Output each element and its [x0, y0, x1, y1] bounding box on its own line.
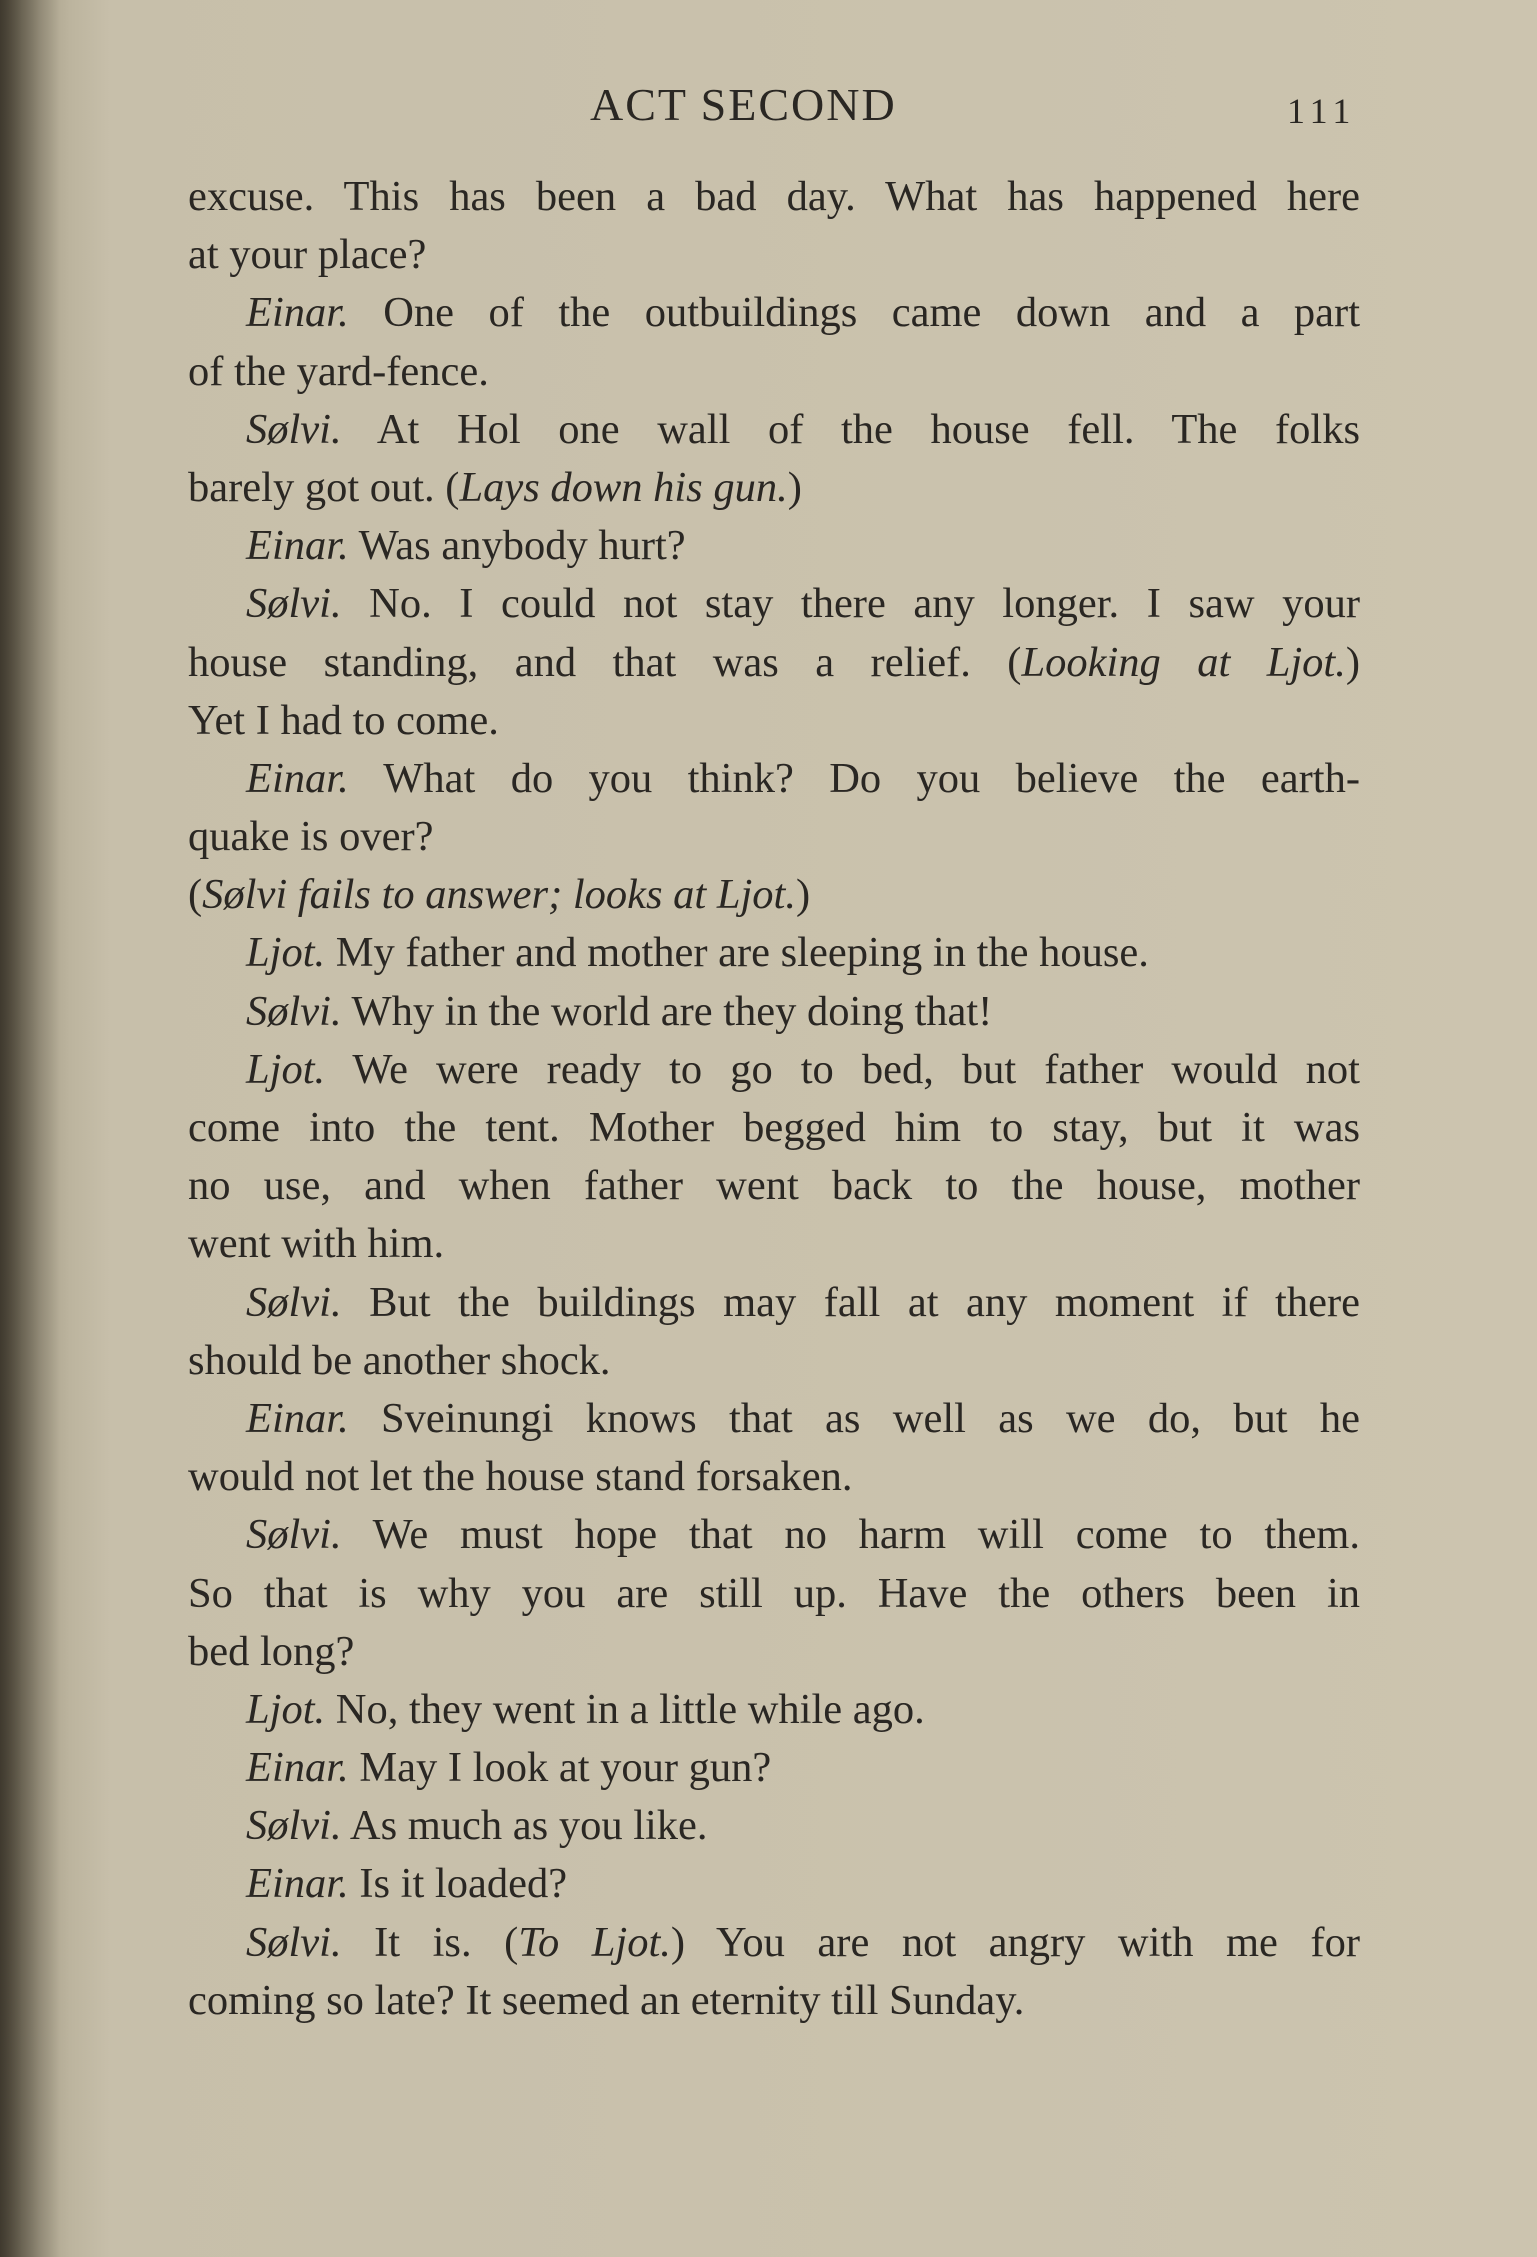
roman-text: no use, and when father went back to the house, mother: [188, 1162, 1360, 1210]
italic-text: Ljot.: [246, 929, 326, 977]
italic-text: Sølvi.: [246, 580, 342, 628]
roman-text: ) You are not angry with me for: [670, 1918, 1360, 1966]
roman-text: at your place?: [188, 231, 427, 279]
roman-text: We must hope that no harm will come to them.: [341, 1511, 1360, 1559]
roman-text: excuse. This has been a bad day. What has happened here: [188, 173, 1360, 220]
text-line: [188, 1797, 1360, 1855]
roman-text: My father and mother are sleeping in the house.: [325, 929, 1149, 977]
text-line: [188, 168, 1360, 226]
roman-text: So that is why you are still up. Have the others been in: [188, 1569, 1360, 1617]
roman-text: May I look at your gun?: [348, 1744, 772, 1792]
italic-text: Looking at Ljot.: [1021, 638, 1346, 686]
roman-text: Sveinungi knows that as well as we do, but he: [348, 1394, 1360, 1442]
roman-text: house standing, and that was a relief. (: [188, 638, 1022, 686]
italic-text: Lays down his gun.: [459, 463, 788, 511]
page-header: [0, 78, 1537, 138]
text-line: [188, 459, 1360, 517]
text-line: [188, 808, 1360, 866]
roman-text: No. I could not stay there any longer. I saw your: [341, 580, 1360, 628]
text-line: [188, 1855, 1360, 1913]
roman-text: (: [188, 871, 203, 919]
roman-text: Was anybody hurt?: [348, 522, 686, 570]
text-line: [188, 1565, 1360, 1623]
roman-text: went with him.: [188, 1220, 445, 1268]
text-line: [188, 1099, 1360, 1157]
text-line: [188, 692, 1360, 750]
book-gutter-shadow: [0, 0, 60, 2257]
roman-text: Why in the world are they doing that!: [341, 987, 993, 1035]
text-line: [188, 1972, 1360, 2030]
italic-text: Sølvi.: [246, 1511, 342, 1559]
text-line: [188, 1390, 1360, 1448]
italic-text: To Ljot.: [518, 1918, 671, 1966]
text-line: [188, 1448, 1360, 1506]
roman-text: of the yard-fence.: [188, 347, 489, 395]
text-line: [188, 575, 1360, 633]
text-line: [188, 284, 1360, 342]
page-number: 111: [1287, 91, 1357, 131]
text-line: [188, 1215, 1360, 1273]
roman-text: Is it loaded?: [348, 1860, 568, 1908]
text-line: [188, 226, 1360, 284]
roman-text: But the buildings may fall at any moment if there: [341, 1278, 1360, 1326]
roman-text: No, they went in a little while ago.: [325, 1685, 925, 1733]
italic-text: Ljot.: [246, 1045, 326, 1093]
body-text: [188, 168, 1360, 2030]
text-line: [188, 1681, 1360, 1739]
italic-text: Sølvi.: [246, 987, 342, 1035]
text-line: [188, 1739, 1360, 1797]
roman-text: coming so late? It seemed an eternity till Sunday.: [188, 1976, 1025, 2024]
roman-text: ): [787, 463, 802, 511]
roman-text: As much as you like.: [341, 1802, 708, 1850]
italic-text: Einar.: [246, 1744, 349, 1792]
roman-text: What do you think? Do you believe the earth-: [348, 754, 1360, 802]
italic-text: Sølvi.: [246, 405, 342, 453]
roman-text: would not let the house stand forsaken.: [188, 1453, 853, 1501]
italic-text: Sølvi fails to answer; looks at Ljot.: [202, 871, 796, 919]
text-line: [188, 750, 1360, 808]
text-line: [188, 1274, 1360, 1332]
roman-text: ): [796, 871, 811, 919]
text-line: [188, 1623, 1360, 1681]
roman-text: should be another shock.: [188, 1336, 611, 1384]
italic-text: Einar.: [246, 1860, 349, 1908]
italic-text: Einar.: [246, 522, 349, 570]
text-line: [188, 924, 1360, 982]
roman-text: At Hol one wall of the house fell. The folks: [341, 405, 1360, 453]
text-line: [188, 866, 1360, 924]
italic-text: Einar.: [246, 289, 349, 337]
text-line: [188, 1157, 1360, 1215]
roman-text: quake is over?: [188, 813, 434, 861]
text-line: [188, 517, 1360, 575]
italic-text: Sølvi.: [246, 1802, 342, 1850]
text-line: [188, 401, 1360, 459]
text-line: [188, 1914, 1360, 1972]
text-line: [188, 983, 1360, 1041]
roman-text: barely got out. (: [188, 463, 460, 511]
text-line: [188, 1332, 1360, 1390]
roman-text: bed long?: [188, 1627, 355, 1675]
italic-text: Sølvi.: [246, 1278, 342, 1326]
text-line: [188, 343, 1360, 401]
text-line: [188, 1041, 1360, 1099]
text-line: [188, 634, 1360, 692]
roman-text: We were ready to go to bed, but father would not: [325, 1045, 1360, 1093]
roman-text: ): [1345, 638, 1360, 686]
italic-text: Sølvi.: [246, 1918, 342, 1966]
italic-text: Einar.: [246, 754, 349, 802]
italic-text: Einar.: [246, 1394, 349, 1442]
roman-text: One of the outbuildings came down and a part: [348, 289, 1360, 337]
roman-text: Yet I had to come.: [188, 696, 499, 744]
text-line: [188, 1506, 1360, 1564]
roman-text: It is. (: [341, 1918, 519, 1966]
roman-text: come into the tent. Mother begged him to stay, but it was: [188, 1104, 1360, 1151]
italic-text: Ljot.: [246, 1685, 326, 1733]
running-head: ACT SECOND: [590, 79, 897, 130]
